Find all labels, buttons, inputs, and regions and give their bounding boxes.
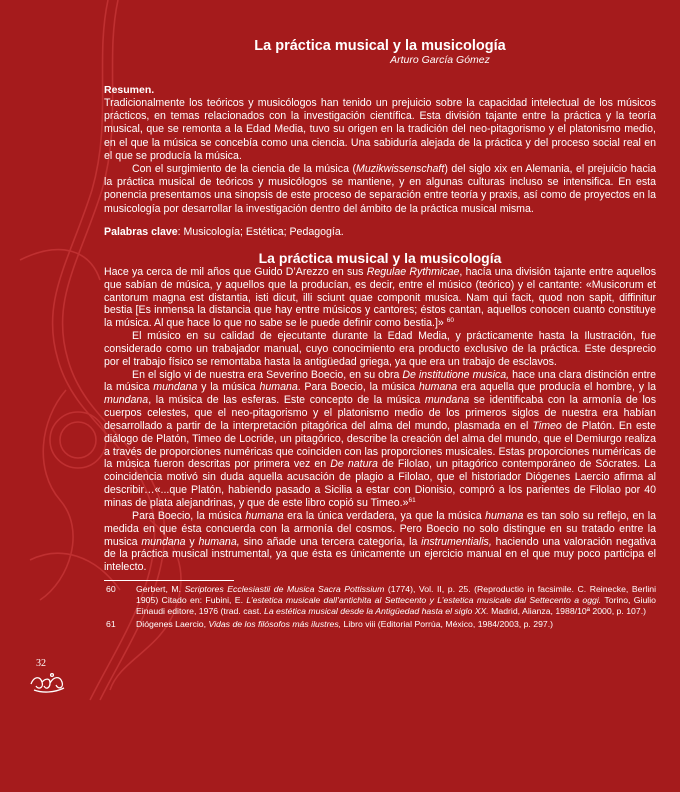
footnote-61 bbox=[104, 619, 656, 630]
body-paragraph-2: El músico en su calidad de ejecutante durante la Edad Media, y prácticamente hasta la Ilustración, fue considerado como un trabajador manual, cuyo conocimiento era producto exclusivo de la práctica. Este desprecio por el trabajo físico se remontaba hasta la antigüedad griega, ya que era un trabajo de esclavos. bbox=[104, 330, 656, 368]
body-paragraph-4: Para Boecio, la música humana era la única verdadera, ya que la música humana es tan solo su reflejo, en la medida en que ésta concuerda con la armonía del cosmos. Pero Boecio no solo distingue en su tratado entre la musica mundana y humana, sino añade una tercera categoría, la instrumentialis, haciendo una valoración negativa de la práctica musical instrumental, ya que ésta es únicamente un ejercicio manual en el que muy poco participa el intelecto. bbox=[104, 509, 657, 574]
keywords bbox=[104, 226, 656, 239]
keywords-label: Palabras clave bbox=[104, 225, 178, 238]
ornament-icon bbox=[28, 672, 68, 694]
page-number: 32 bbox=[36, 658, 46, 669]
body-paragraph-3: En el siglo vi de nuestra era Severino Boecio, en su obra De institutione musica, hace una clara distinción entre la música mundana y la música humana. Para Boecio, la música humana era aquella que producía el hombre, y la mundana, la música de las esferas. Este concepto de la música mundana se identificaba con la armonía de los cuerpos celestes, que el neo-pitagorismo y el platonismo medio de los primeros siglos de nuestra era habían desarrollado a partir de la interpretación pitagórica del alma del mundo, plasmada en el Timeo de Platón. En este diálogo de Platón, Timeo de Locride, un pitagórico, describe la creación del alma del mundo, que el Demiurgo realiza a través de proporciones numéricas que coinciden con las proporciones musicales. Estas proporciones numéricas de la música fueron descritas por primera vez en De natura de Filolao, un pitagórico contemporáneo de Sócrates. La coincidencia motivó sin duda aquella acusación de plagio a Filolao, que el historiador Diógenes Laercio afirma al describir…«...que Platón, habiendo pasado a Sicilia a estar con Dionisio, compró a los parientes de Filolao por 40 minas de plata alejandrinas, y que de este libro copió su Timeo.»$^{61}$ bbox=[104, 368, 657, 510]
abstract-paragraph-1: Tradicionalmente los teóricos y musicólogos han tenido un prejuicio sobre la capacidad intelectual de los músicos prácticos, en temas relacionados con la investigación científica. Esta división tajante entre la práctica y la teoría musical, que se remonta a la Edad Media, tuvo su origen en la tradición del neo-pitagorismo y el platonismo medio, en el que la música se concebía como una ciencia. Una sabiduría alejada de la práctica y del proceso social real en el que se producía la música. bbox=[104, 97, 656, 162]
footnote-60 bbox=[104, 584, 656, 617]
footnote-ref-60[interactable]: 60 bbox=[446, 317, 454, 325]
abstract-heading: Resumen. bbox=[104, 84, 155, 96]
footnote-ref-61[interactable]: 61 bbox=[408, 497, 416, 505]
footnote-text: Gerbert, M. Scriptores Ecclesiastii de Musica Sacra Pottissium (1774), Vol. II, p. 25. (Reproductio in facsimile. C. Reinecke, Berlini 1905) Citado en: Fubini, E. L’estetica musicale dall’antichita al Settecento y L’estetica musicale dal Settecento a oggi. Torino, Giulio Einaudi editore, 1976 (trad. cast. La estética musical desde la Antigüedad hasta el siglo XX. Madrid, Alianza, 1988/10ª 2000, p. 107.) bbox=[136, 584, 657, 617]
section-body bbox=[104, 266, 656, 574]
article-title: La práctica musical y la musicología bbox=[254, 38, 506, 54]
keywords-text: : Musicología; Estética; Pedagogía. bbox=[177, 225, 344, 238]
section-title: La práctica musical y la musicología bbox=[258, 249, 502, 266]
footnote-number: 60 bbox=[106, 584, 116, 595]
body-paragraph-1: Hace ya cerca de mil años que Guido D’Arezzo en sus Regulae Rythmicae, hacía una división tajante entre aquellos que sabían de música, y aquellos que la producían, es decir, entre el músico (teórico) y el cantante: «Musicorum et cantorum magna est distantia, isti dicut, illi sciunt quae componit musica. Nam qui facit, quod non sapit, diffinitur bestia [Es inmensa la distancia que hay entre músicos y cantores; éstos cantan, aquellos conocen cuanto constituye la música. Al que hace lo que no sabe se le puede definir como bestia.]» $^{60}$ bbox=[104, 265, 656, 330]
author: Arturo García Gómez bbox=[390, 54, 490, 66]
footnote-number: 61 bbox=[106, 619, 116, 630]
abstract-paragraph-2: Con el surgimiento de la ciencia de la música (Muzikwissenschaft) del siglo xix en Alemania, el prejuicio hacia la práctica musical de teóricos y musicólogos se mantiene, y en algunas culturas incluso se intensifica. En esta ponencia presentamos una sinopsis de este proceso de separación entre teoría y praxis, así como de proyectos en la musicología por desarrollar la investigación dentro del ámbito de la práctica musical misma. bbox=[104, 163, 656, 215]
footnote-divider bbox=[104, 580, 234, 581]
footnote-text: Diógenes Laercio, Vidas de los filósofos más ilustres, Libro viii (Editorial Porrúa, México, 1984/2003, p. 297.) bbox=[136, 619, 554, 630]
article bbox=[104, 38, 656, 632]
